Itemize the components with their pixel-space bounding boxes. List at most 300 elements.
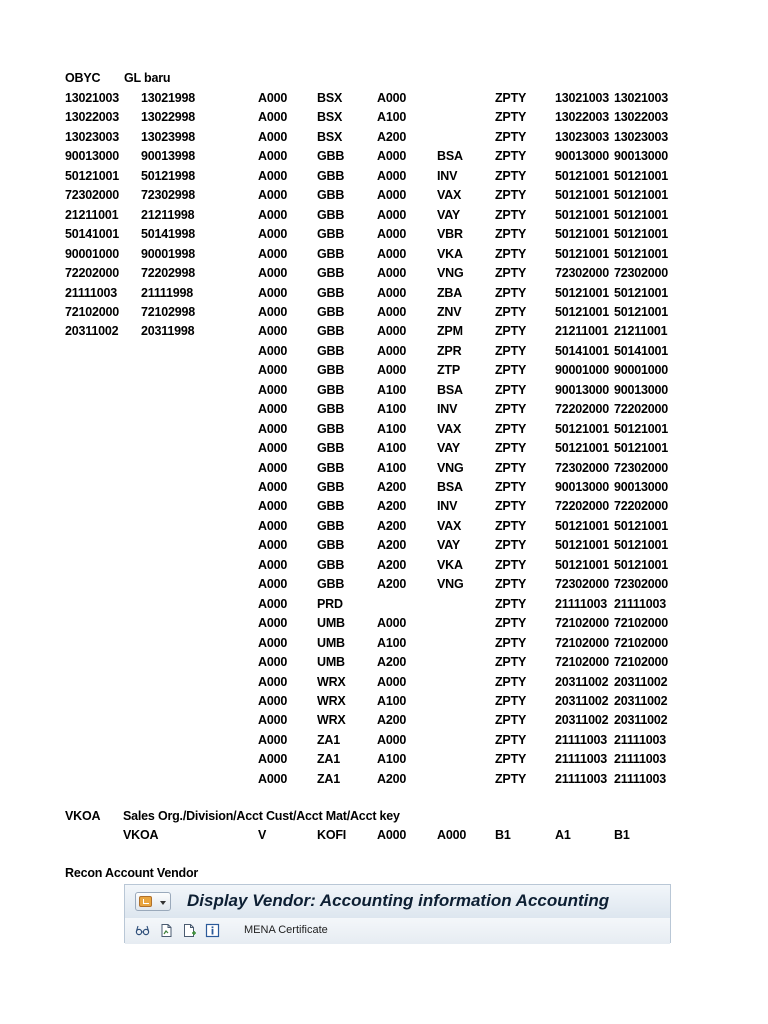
table-cell: BSX	[317, 110, 343, 125]
table-cell: 72102000	[555, 655, 610, 670]
table-cell: A000	[258, 363, 288, 378]
table-row	[0, 750, 768, 770]
table-row	[0, 128, 768, 148]
gl-baru-cell: 50141998	[141, 227, 196, 242]
table-cell: A000	[377, 616, 407, 631]
table-row	[0, 439, 768, 459]
table-cell: ZPTY	[495, 441, 527, 456]
table-cell: ZA1	[317, 752, 341, 767]
table-cell: A000	[258, 227, 288, 242]
table-cell: 72102000	[614, 635, 669, 650]
table-cell: GBB	[317, 382, 345, 397]
table-cell: 90001000	[614, 363, 669, 378]
table-cell: VAY	[437, 207, 461, 222]
table-row	[0, 673, 768, 693]
table-cell: A000	[258, 732, 288, 747]
table-cell: ZPTY	[495, 771, 527, 786]
table-cell: 20311002	[555, 713, 609, 728]
table-cell: 72102000	[555, 635, 610, 650]
table-cell: A000	[258, 285, 288, 300]
gl-baru-label: GL baru	[124, 71, 171, 85]
table-cell: 50121001	[555, 518, 610, 533]
vkoa-label: VKOA	[65, 809, 101, 823]
table-cell: INV	[437, 402, 458, 417]
table-cell: ZA1	[317, 732, 341, 747]
document-new-icon[interactable]	[182, 923, 197, 938]
table-cell: 13023003	[555, 129, 610, 144]
table-cell: 20311002	[614, 674, 668, 689]
table-cell: A000	[377, 343, 407, 358]
table-cell: BSA	[437, 480, 463, 494]
table-cell: A000	[377, 207, 407, 222]
table-cell: 72302000	[555, 266, 610, 281]
table-cell: 72202000	[614, 402, 669, 417]
table-cell: A100	[377, 752, 407, 767]
table-cell: A100	[377, 693, 407, 708]
obyc-account-cell: 50121001	[65, 168, 120, 183]
info-icon[interactable]	[205, 923, 220, 938]
table-row	[0, 497, 768, 517]
table-cell: 21111003	[614, 771, 666, 786]
table-cell: GBB	[317, 577, 345, 592]
table-cell: 90013000	[614, 149, 669, 164]
table-cell: A000	[258, 324, 288, 339]
table-row	[0, 692, 768, 712]
table-row	[0, 459, 768, 479]
table-cell: A000	[258, 460, 288, 475]
table-row	[0, 478, 768, 498]
table-cell: 72102000	[614, 655, 669, 670]
table-row	[0, 225, 768, 245]
table-cell: A100	[377, 110, 407, 125]
table-row	[0, 731, 768, 751]
table-cell: GBB	[317, 480, 345, 494]
document-icon[interactable]	[159, 923, 174, 938]
table-cell: ZPTY	[495, 188, 527, 203]
table-cell: A000	[258, 577, 288, 592]
table-row	[0, 575, 768, 595]
table-cell: 50121001	[555, 168, 610, 183]
table-cell: 13021003	[555, 91, 610, 105]
table-cell: VNG	[437, 577, 464, 592]
table-cell: WRX	[317, 693, 346, 708]
table-cell: A000	[377, 227, 407, 242]
table-cell: A200	[377, 499, 407, 514]
table-row	[0, 303, 768, 323]
table-row	[0, 595, 768, 615]
table-cell: GBB	[317, 304, 345, 319]
table-cell: VAY	[437, 441, 461, 456]
table-cell: A000	[258, 674, 288, 689]
table-cell: ZPTY	[495, 596, 527, 611]
table-cell: ZA1	[317, 771, 341, 786]
table-cell: ZPTY	[495, 752, 527, 767]
table-cell: BSA	[437, 149, 463, 164]
table-cell: VNG	[437, 460, 464, 475]
table-cell: A000	[258, 129, 288, 144]
table-cell: 90013000	[555, 480, 610, 494]
table-cell: ZPTY	[495, 246, 527, 261]
table-cell: ZPTY	[495, 557, 527, 572]
gl-baru-cell: 90001998	[141, 246, 196, 261]
vkoa-cell: B1	[495, 828, 511, 842]
table-cell: ZPTY	[495, 518, 527, 533]
table-cell: UMB	[317, 635, 345, 650]
table-cell: GBB	[317, 421, 345, 436]
gl-baru-cell: 13022998	[141, 110, 196, 125]
table-cell: A000	[258, 596, 288, 611]
table-cell: 72202000	[555, 499, 610, 514]
table-cell: 50121001	[555, 227, 610, 242]
table-cell: 72202000	[614, 499, 669, 514]
chevron-down-icon	[160, 901, 166, 905]
table-cell: A000	[258, 771, 288, 786]
table-row	[0, 264, 768, 284]
table-cell: 72102000	[555, 616, 610, 631]
system-menu-button[interactable]	[135, 892, 171, 911]
table-cell: A200	[377, 577, 407, 592]
table-cell: ZPTY	[495, 168, 527, 183]
gl-baru-cell: 13023998	[141, 129, 196, 144]
table-cell: A000	[377, 246, 407, 261]
table-cell: 90001000	[555, 363, 610, 378]
table-cell: UMB	[317, 655, 345, 670]
table-cell: A000	[258, 655, 288, 670]
table-cell: A000	[258, 402, 288, 417]
table-cell: INV	[437, 168, 458, 183]
table-cell: A000	[377, 732, 407, 747]
table-row	[0, 89, 768, 109]
table-cell: 72302000	[555, 460, 610, 475]
table-cell: 72302000	[614, 266, 669, 281]
table-cell: ZPR	[437, 343, 462, 358]
obyc-account-cell: 50141001	[65, 227, 120, 242]
table-cell: A000	[258, 266, 288, 281]
table-cell: GBB	[317, 324, 345, 339]
table-cell: A000	[377, 266, 407, 281]
table-cell: WRX	[317, 713, 346, 728]
table-cell: A000	[258, 421, 288, 436]
table-cell: 13021003	[614, 91, 669, 105]
obyc-account-cell: 72202000	[65, 266, 120, 281]
table-cell: 72302000	[614, 577, 669, 592]
table-cell: A000	[258, 616, 288, 631]
table-cell: A100	[377, 421, 407, 436]
table-cell: 13022003	[614, 110, 669, 125]
table-cell: INV	[437, 499, 458, 514]
table-row	[0, 322, 768, 342]
table-row	[0, 206, 768, 226]
table-cell: 50121001	[614, 441, 669, 456]
obyc-account-cell: 90013000	[65, 149, 120, 164]
table-cell: A000	[258, 343, 288, 358]
table-cell: 90013000	[555, 382, 610, 397]
table-cell: 50121001	[555, 304, 610, 319]
table-cell: BSA	[437, 382, 463, 397]
table-row	[0, 634, 768, 654]
table-cell: A000	[258, 499, 288, 514]
table-cell: ZPTY	[495, 674, 527, 689]
table-cell: A000	[258, 168, 288, 183]
table-cell: 20311002	[614, 713, 668, 728]
vkoa-cell: A000	[377, 828, 407, 842]
table-cell: VAY	[437, 538, 461, 553]
table-cell: GBB	[317, 227, 345, 242]
table-cell: ZPTY	[495, 343, 527, 358]
table-cell: A200	[377, 655, 407, 670]
table-row	[0, 245, 768, 265]
table-row	[0, 400, 768, 420]
table-cell: GBB	[317, 207, 345, 222]
table-cell: A100	[377, 402, 407, 417]
table-cell: A000	[377, 91, 407, 105]
table-cell: 50121001	[614, 285, 669, 300]
table-cell: ZPTY	[495, 207, 527, 222]
table-cell: A000	[377, 674, 407, 689]
table-cell: ZPTY	[495, 480, 527, 494]
table-cell: 72102000	[614, 616, 669, 631]
table-cell: A000	[377, 285, 407, 300]
glasses-icon[interactable]	[135, 923, 150, 938]
table-cell: GBB	[317, 557, 345, 572]
table-cell: 90013000	[555, 149, 610, 164]
table-cell: A100	[377, 382, 407, 397]
table-cell: A000	[258, 480, 288, 494]
gl-baru-cell: 20311998	[141, 324, 195, 339]
table-row	[0, 517, 768, 537]
table-cell: ZPTY	[495, 655, 527, 670]
obyc-label: OBYC	[65, 71, 101, 85]
table-cell: 21111003	[614, 752, 666, 767]
table-cell: ZPTY	[495, 110, 527, 125]
table-row	[0, 770, 768, 790]
table-cell: GBB	[317, 149, 345, 164]
table-row	[0, 614, 768, 634]
table-cell: 21211001	[614, 324, 668, 339]
vkoa-cell: VKOA	[123, 828, 159, 842]
table-cell: ZPTY	[495, 616, 527, 631]
table-cell: A200	[377, 713, 407, 728]
table-cell: 50121001	[555, 538, 610, 553]
table-cell: VKA	[437, 557, 463, 572]
table-cell: A000	[258, 246, 288, 261]
table-cell: A000	[258, 188, 288, 203]
table-cell: 50141001	[614, 343, 669, 358]
table-cell: 21111003	[555, 596, 607, 611]
table-cell: A000	[258, 713, 288, 728]
vkoa-row	[0, 826, 768, 846]
obyc-account-cell: 72102000	[65, 304, 120, 319]
table-cell: 21211001	[555, 324, 609, 339]
table-cell: A100	[377, 635, 407, 650]
table-cell: GBB	[317, 460, 345, 475]
vkoa-cell: A000	[437, 828, 467, 842]
table-cell: GBB	[317, 188, 345, 203]
table-cell: 21111003	[555, 771, 607, 786]
table-cell: A000	[258, 635, 288, 650]
gl-baru-cell: 90013998	[141, 149, 196, 164]
obyc-account-cell: 20311002	[65, 324, 119, 339]
table-row	[0, 108, 768, 128]
obyc-account-cell: 21111003	[65, 285, 117, 300]
gl-baru-cell: 72102998	[141, 304, 196, 319]
table-cell: A000	[258, 304, 288, 319]
vkoa-cell: KOFI	[317, 828, 347, 842]
table-cell: 50121001	[555, 441, 610, 456]
table-cell: ZPTY	[495, 363, 527, 378]
table-row	[0, 147, 768, 167]
table-cell: 21111003	[614, 732, 666, 747]
table-cell: A000	[258, 382, 288, 397]
table-cell: 21111003	[614, 596, 666, 611]
table-cell: A000	[258, 91, 288, 105]
table-cell: WRX	[317, 674, 346, 689]
table-cell: 50121001	[614, 246, 669, 261]
table-cell: 50121001	[555, 188, 610, 203]
table-cell: A100	[377, 441, 407, 456]
table-cell: A200	[377, 129, 407, 144]
table-cell: GBB	[317, 441, 345, 456]
table-row	[0, 342, 768, 362]
table-cell: ZPTY	[495, 129, 527, 144]
sap-toolbar	[125, 918, 670, 944]
table-cell: ZPTY	[495, 382, 527, 397]
table-cell: 72302000	[555, 577, 610, 592]
table-cell: A000	[258, 538, 288, 553]
table-cell: GBB	[317, 246, 345, 261]
table-cell: 21111003	[555, 732, 607, 747]
table-cell: 50121001	[614, 207, 669, 222]
gl-baru-cell: 21111998	[141, 285, 193, 300]
gl-baru-cell: 13021998	[141, 91, 196, 105]
mena-certificate-button[interactable]: MENA Certificate	[244, 924, 328, 936]
table-cell: ZPTY	[495, 227, 527, 242]
table-cell: ZTP	[437, 363, 461, 378]
table-cell: A000	[258, 557, 288, 572]
sap-window-title: Display Vendor: Accounting information Accounting	[187, 891, 610, 910]
menu-icon	[139, 896, 152, 907]
table-cell: ZPTY	[495, 324, 527, 339]
gl-baru-cell: 50121998	[141, 168, 196, 183]
table-cell: 50121001	[555, 421, 610, 436]
table-cell: GBB	[317, 168, 345, 183]
table-cell: A000	[377, 168, 407, 183]
table-row	[0, 556, 768, 576]
table-cell: 50121001	[614, 304, 669, 319]
table-cell: A200	[377, 771, 407, 786]
obyc-account-cell: 90001000	[65, 246, 120, 261]
table-cell: 20311002	[555, 674, 609, 689]
table-cell: ZBA	[437, 285, 463, 300]
table-cell: A000	[377, 188, 407, 203]
vkoa-cell: V	[258, 828, 267, 842]
vkoa-cell: A1	[555, 828, 571, 842]
table-cell: 20311002	[555, 693, 609, 708]
table-cell: A000	[258, 110, 288, 125]
sap-vendor-window	[124, 884, 671, 943]
table-cell: GBB	[317, 538, 345, 553]
table-cell: ZPTY	[495, 635, 527, 650]
table-cell: 72302000	[614, 460, 669, 475]
table-cell: A000	[258, 207, 288, 222]
table-cell: ZPTY	[495, 713, 527, 728]
table-cell: A200	[377, 557, 407, 572]
table-cell: A200	[377, 538, 407, 553]
gl-baru-cell: 72302998	[141, 188, 196, 203]
table-cell: ZPTY	[495, 460, 527, 475]
table-cell: 90013000	[614, 480, 669, 494]
table-cell: A000	[377, 324, 407, 339]
table-cell: 50121001	[555, 285, 610, 300]
table-cell: PRD	[317, 596, 343, 611]
table-cell: ZPTY	[495, 732, 527, 747]
vkoa-cell: B1	[614, 828, 630, 842]
gl-baru-cell: 21211998	[141, 207, 195, 222]
table-cell: 50121001	[614, 188, 669, 203]
table-cell: 50121001	[614, 557, 669, 572]
table-cell: 21111003	[555, 752, 607, 767]
obyc-account-cell: 21211001	[65, 207, 119, 222]
table-row	[0, 381, 768, 401]
table-row	[0, 711, 768, 731]
table-cell: 50121001	[614, 227, 669, 242]
table-cell: VBR	[437, 227, 463, 242]
table-cell: A200	[377, 480, 407, 494]
table-row	[0, 186, 768, 206]
table-cell: A000	[258, 149, 288, 164]
table-row	[0, 653, 768, 673]
table-cell: A000	[258, 693, 288, 708]
table-cell: 72202000	[555, 402, 610, 417]
table-cell: A000	[377, 363, 407, 378]
table-cell: BSX	[317, 91, 343, 105]
table-cell: GBB	[317, 343, 345, 358]
obyc-account-cell: 72302000	[65, 188, 120, 203]
table-cell: GBB	[317, 266, 345, 281]
table-row	[0, 361, 768, 381]
table-cell: 50121001	[555, 246, 610, 261]
table-cell: A100	[377, 460, 407, 475]
table-cell: A000	[258, 518, 288, 533]
table-cell: VAX	[437, 518, 462, 533]
table-cell: ZPTY	[495, 421, 527, 436]
table-cell: ZPTY	[495, 304, 527, 319]
table-cell: BSX	[317, 129, 343, 144]
table-cell: 50121001	[614, 168, 669, 183]
sap-title-bar	[125, 885, 670, 919]
table-cell: 20311002	[614, 693, 668, 708]
table-cell: 13022003	[555, 110, 610, 125]
table-cell: ZPTY	[495, 285, 527, 300]
table-cell: A200	[377, 518, 407, 533]
table-row	[0, 167, 768, 187]
table-cell: 50121001	[614, 538, 669, 553]
table-cell: GBB	[317, 518, 345, 533]
table-cell: GBB	[317, 402, 345, 417]
obyc-account-cell: 13022003	[65, 110, 120, 125]
table-cell: 50121001	[555, 207, 610, 222]
table-cell: 13023003	[614, 129, 669, 144]
table-cell: 50121001	[614, 518, 669, 533]
table-cell: ZPTY	[495, 266, 527, 281]
table-cell: VAX	[437, 188, 462, 203]
table-cell: ZPTY	[495, 538, 527, 553]
table-cell: 50121001	[555, 557, 610, 572]
table-cell: A000	[258, 441, 288, 456]
table-cell: ZPTY	[495, 499, 527, 514]
table-cell: ZPTY	[495, 402, 527, 417]
table-cell: 50121001	[614, 421, 669, 436]
